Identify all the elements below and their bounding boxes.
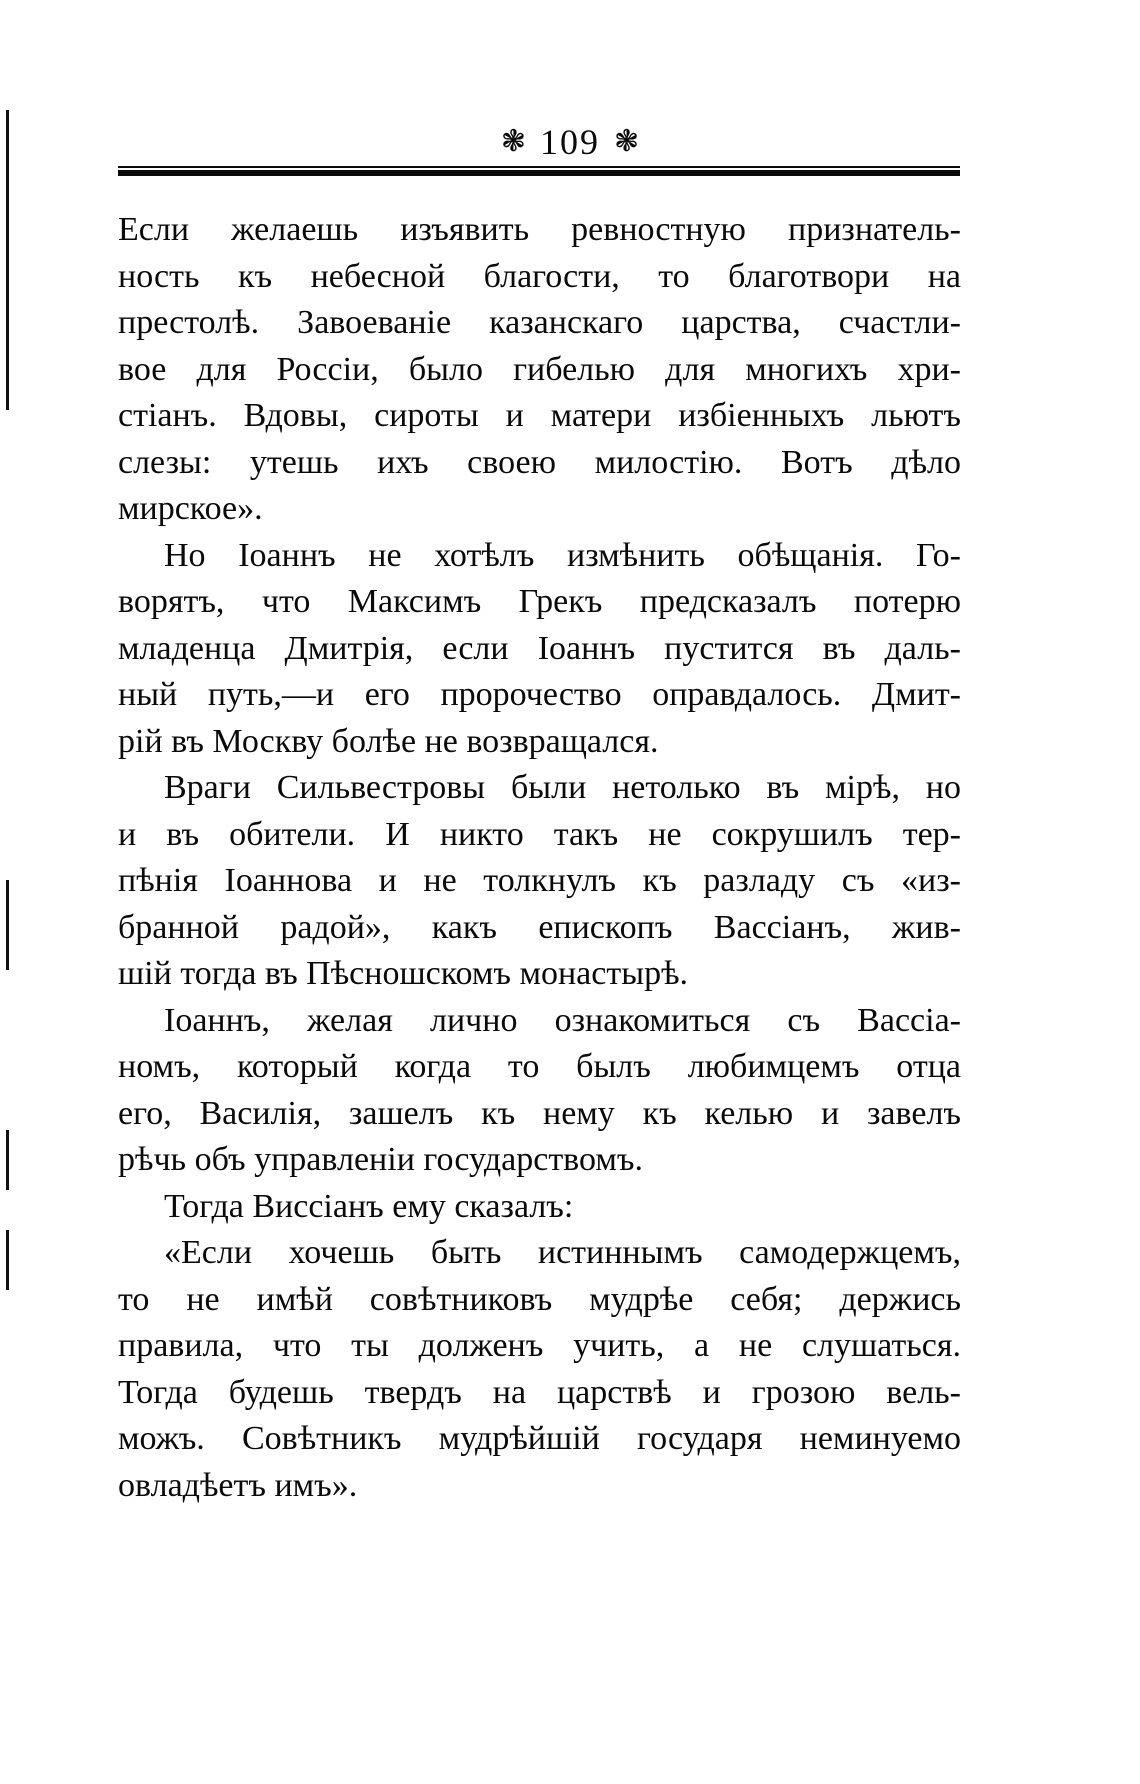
text-line: можъ. Совѣтникъ мудрѣйшій государя неминуемо xyxy=(118,1420,961,1457)
text-line: Если желаешь изъявить ревностную признатель- xyxy=(118,211,961,248)
text-line: рѣчь объ управленіи государствомъ. xyxy=(118,1141,643,1178)
paragraph xyxy=(118,765,961,998)
text-line: шій тогда въ Пѣсношскомъ монастырѣ. xyxy=(118,955,689,992)
text-line: пѣнія Іоаннова и не толкнулъ къ разладу съ «из- xyxy=(118,862,961,899)
scan-edge-mark xyxy=(6,1130,9,1190)
text-line: младенца Дмитрія, если Іоаннъ пустится въ даль- xyxy=(118,629,961,667)
header-rule-thick xyxy=(118,170,960,176)
page-header xyxy=(0,118,1140,162)
text-line: Тогда будешь твердъ на царствѣ и грозою вель- xyxy=(118,1373,961,1411)
paragraph xyxy=(118,533,961,766)
scan-edge-mark xyxy=(6,1230,9,1290)
scan-edge-mark xyxy=(6,880,9,970)
paragraph xyxy=(118,998,961,1184)
text-line: «Если хочешь быть истиннымъ самодержцемъ, xyxy=(164,1234,961,1271)
left-ornament-icon: ❃ xyxy=(500,124,526,158)
page-body xyxy=(118,207,961,1509)
text-line: ный путь,—и его пророчество оправдалось. Дмит- xyxy=(118,676,961,713)
text-line: Іоаннъ, желая лично ознакомиться съ Вассіа- xyxy=(164,1001,961,1039)
text-line: номъ, который когда то былъ любимцемъ отца xyxy=(118,1048,961,1085)
text-line: рій въ Москву болѣе не возвращался. xyxy=(118,722,659,760)
text-line: стіанъ. Вдовы, сироты и матери избіенныхъ льютъ xyxy=(118,397,961,434)
right-ornament-icon: ❃ xyxy=(614,124,640,158)
text-line: слезы: утешь ихъ своею милостію. Вотъ дѣло xyxy=(118,443,961,481)
text-line: вое для Россіи, было гибелью для многихъ хри- xyxy=(118,350,961,388)
text-line: Но Іоаннъ не хотѣлъ измѣнить обѣщанія. Го- xyxy=(164,536,961,574)
text-line: бранной радой», какъ епископъ Вассіанъ, жив- xyxy=(118,908,961,946)
text-line: престолѣ. Завоеваніе казанскаго царства, счастли- xyxy=(118,304,961,341)
text-line: и въ обители. И никто такъ не сокрушилъ тер- xyxy=(118,815,961,853)
header-rule-thin xyxy=(118,166,960,168)
text-line: правила, что ты долженъ учить, а не слушаться. xyxy=(118,1327,961,1364)
text-line: ворятъ, что Максимъ Грекъ предсказалъ потерю xyxy=(118,583,961,620)
paragraph xyxy=(118,1184,961,1231)
text-line: его, Василія, зашелъ къ нему къ келью и завелъ xyxy=(118,1094,961,1132)
text-line: ность къ небесной благости, то благотвори на xyxy=(118,257,961,295)
text-line: овладѣетъ имъ». xyxy=(118,1466,358,1504)
paragraph xyxy=(118,207,961,533)
text-line: мирское». xyxy=(118,490,263,527)
text-line: Враги Сильвестровы были нетолько въ мірѣ, но xyxy=(164,769,961,806)
text-line: то не имѣй совѣтниковъ мудрѣе себя; держись xyxy=(118,1280,961,1318)
page-number: 109 xyxy=(540,121,600,162)
text-line: Тогда Виссіанъ ему сказалъ: xyxy=(164,1187,574,1225)
paragraph xyxy=(118,1230,961,1509)
